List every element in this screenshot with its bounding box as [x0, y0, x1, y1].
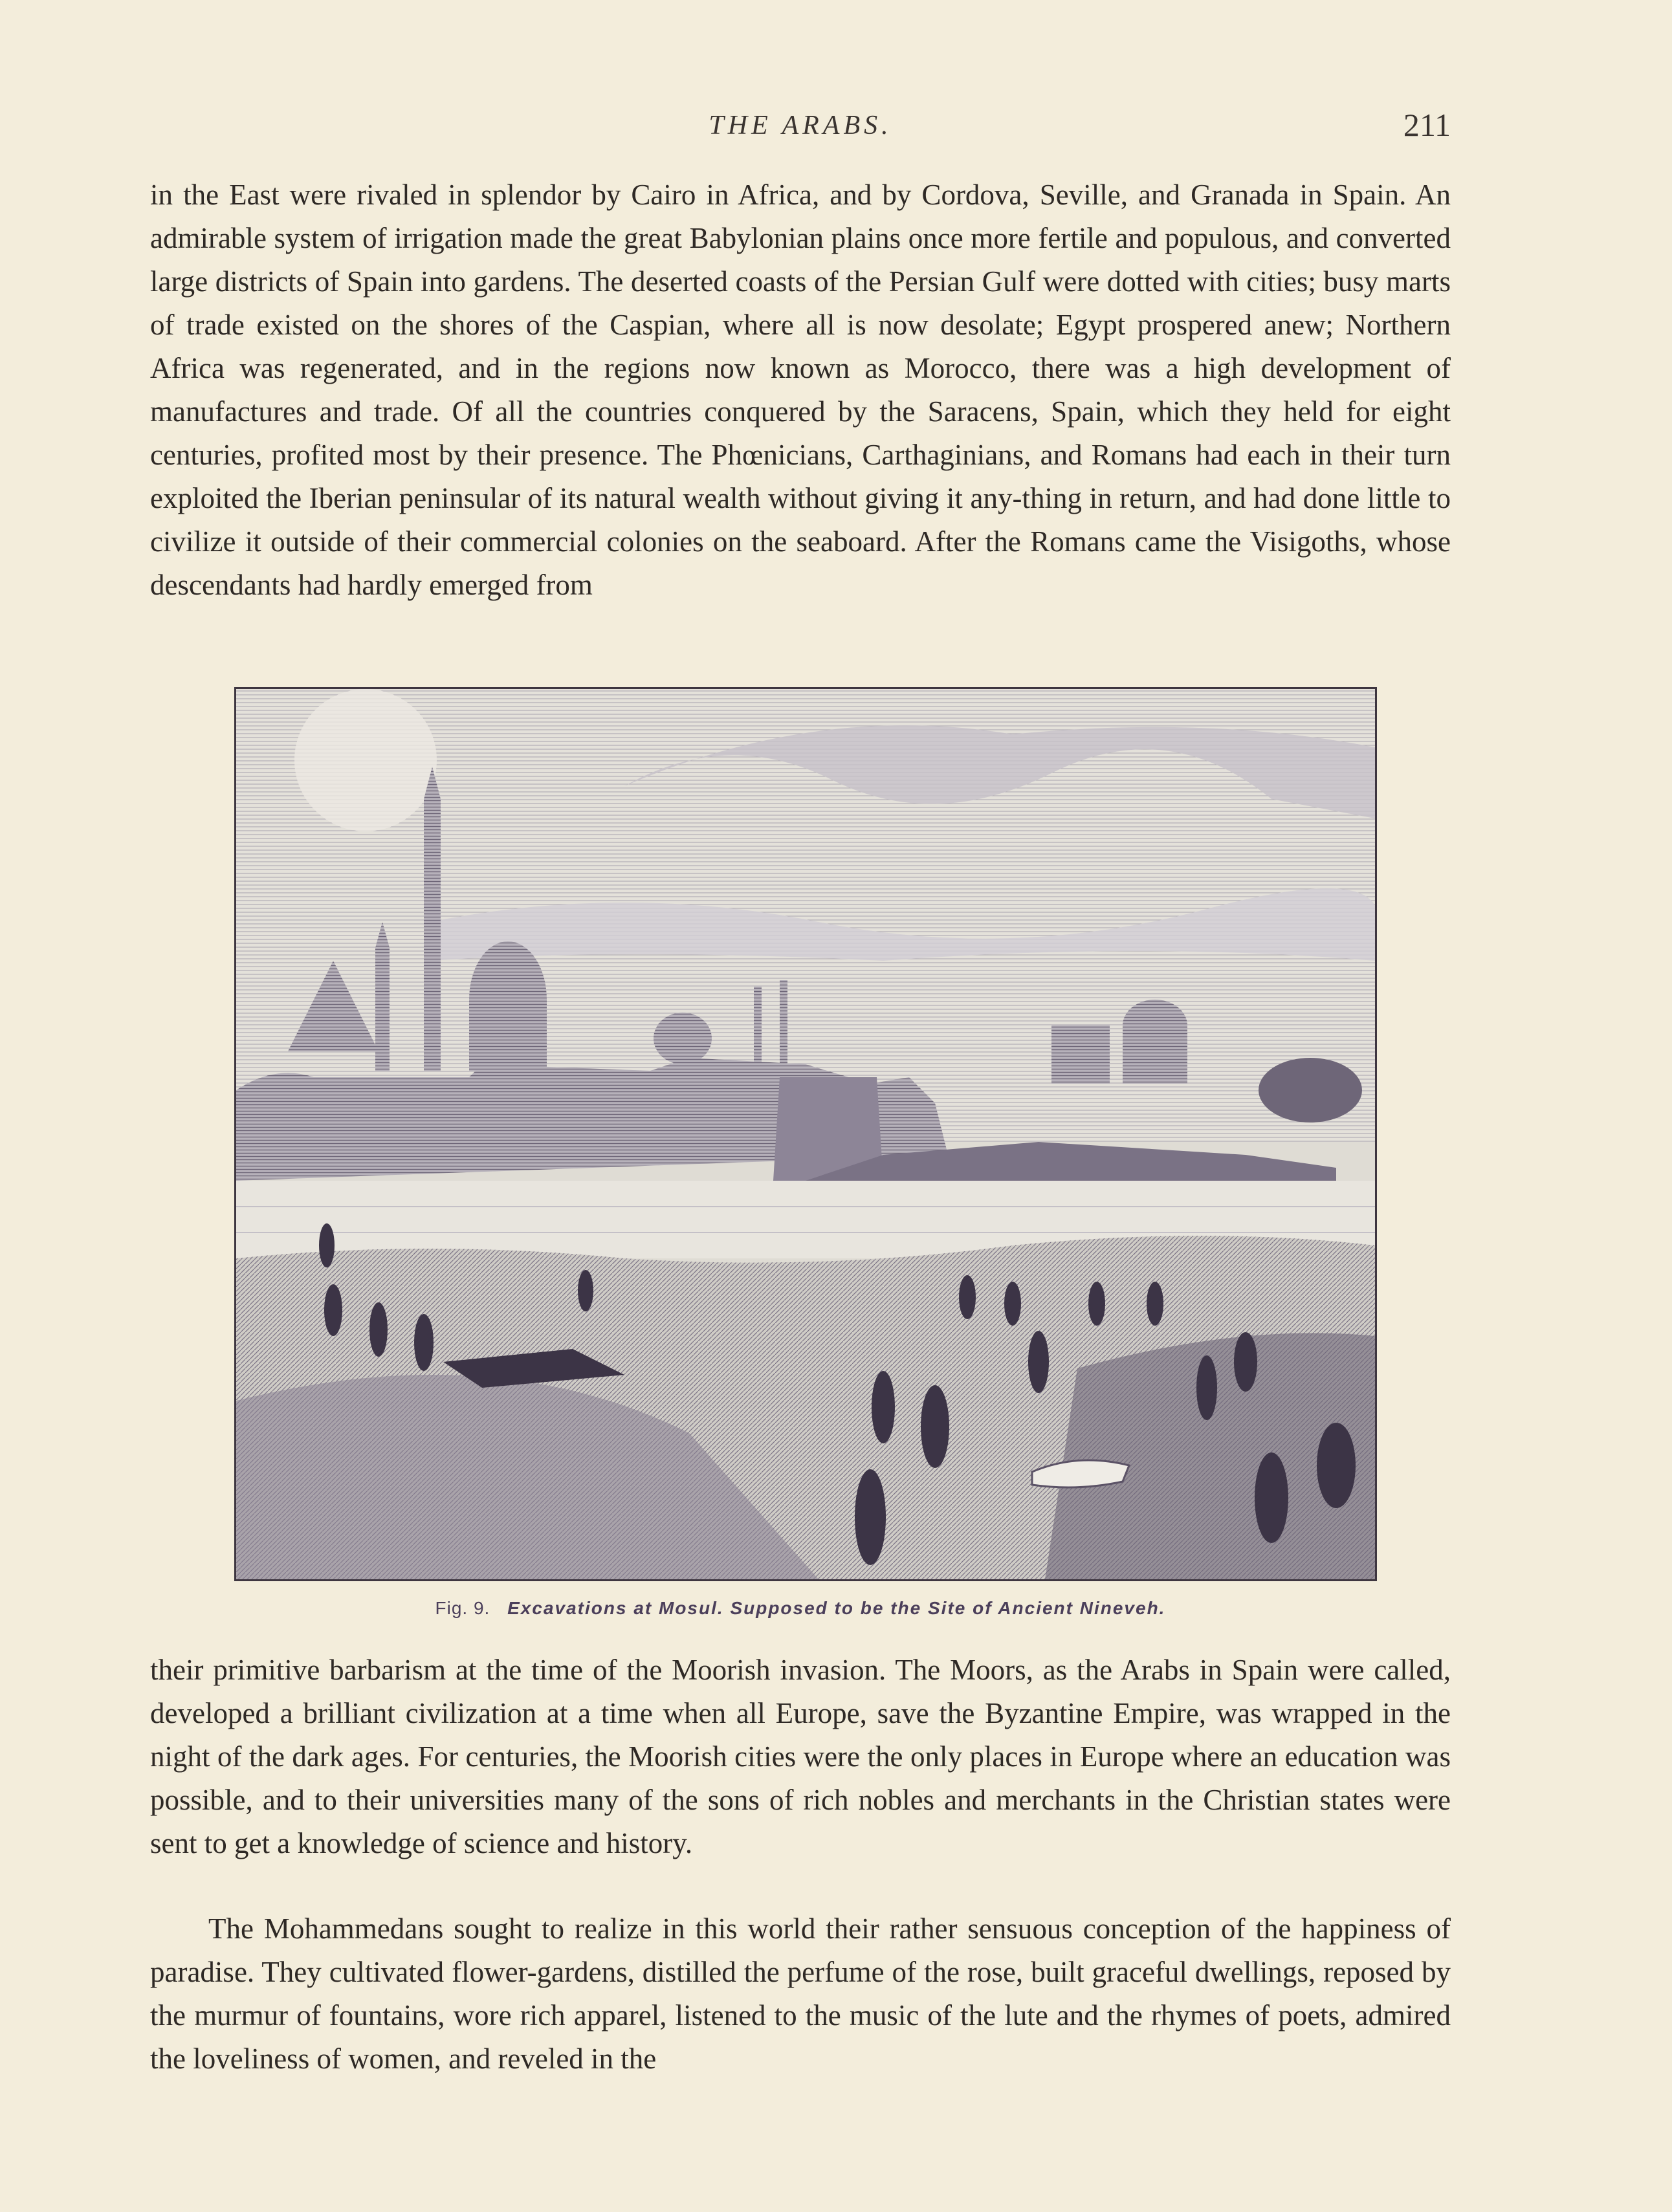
figure-caption — [150, 1598, 1451, 1619]
engraving-illustration — [236, 689, 1375, 1579]
figure-caption-text: Excavations at Mosul. Supposed to be the Site of Ancient Nineveh. — [507, 1598, 1166, 1618]
paragraph-3 — [150, 1907, 1451, 2081]
paragraph-2 — [150, 1648, 1451, 1865]
sun-glow — [294, 689, 437, 831]
running-title: THE ARABS. — [709, 111, 892, 140]
paragraph-2-text: their primitive barbarism at the time of the Moorish invasion. The Moors, as the Arabs in Spain were called, developed a brilliant civilization at a time when all Europe, save the Byzantine Empire, was wrapped in the night of the dark ages. For centuries, the Moorish cities were the only places in Europe where an education was possible, and to their universities many of the sons of rich nobles and merchants in the Christian states were sent to get a knowledge of science and history. — [150, 1654, 1451, 1859]
paragraph-1-text: in the East were rivaled in splendor by Cairo in Africa, and by Cordova, Seville, and Granada in Spain. An admirable system of irrigation made the great Babylonian plains once more fertile and populous, and converted large districts of Spain into gardens. The deserted coasts of the Persian Gulf were dotted with cities; busy marts of trade existed on the shores of the Caspian, where all is now desolate; Egypt prospered anew; Northern Africa was regenerated, and in the regions now known as Morocco, there was a high development of manufactures and trade. Of all the countries conquered by the Saracens, Spain, which they held for eight centuries, profited most by their presence. The Phœnicians, Carthaginians, and Romans had each in their turn exploited the Iberian peninsular of its natural wealth without giving it any-thing in return, and had done little to civilize it outside of their commercial colonies on the seaboard. After the Romans came the Visigoths, whose descendants had hardly emerged from — [150, 179, 1451, 601]
engraving-figure — [234, 687, 1377, 1581]
figure-label: Fig. 9. — [435, 1598, 490, 1618]
paragraph-3-text: The Mohammedans sought to realize in this world their rather sensuous conception of the happiness of paradise. They cultivated flower-gardens, distilled the perfume of the rose, built graceful dwellings, reposed by the murmur of fountains, wore rich apparel, listened to the music of the lute and the rhymes of poets, admired the loveliness of women, and reveled in the — [150, 1912, 1451, 2075]
running-head — [150, 97, 1451, 155]
paragraph-1 — [150, 173, 1451, 607]
page-number: 211 — [1403, 107, 1451, 143]
trees — [1259, 1058, 1362, 1122]
